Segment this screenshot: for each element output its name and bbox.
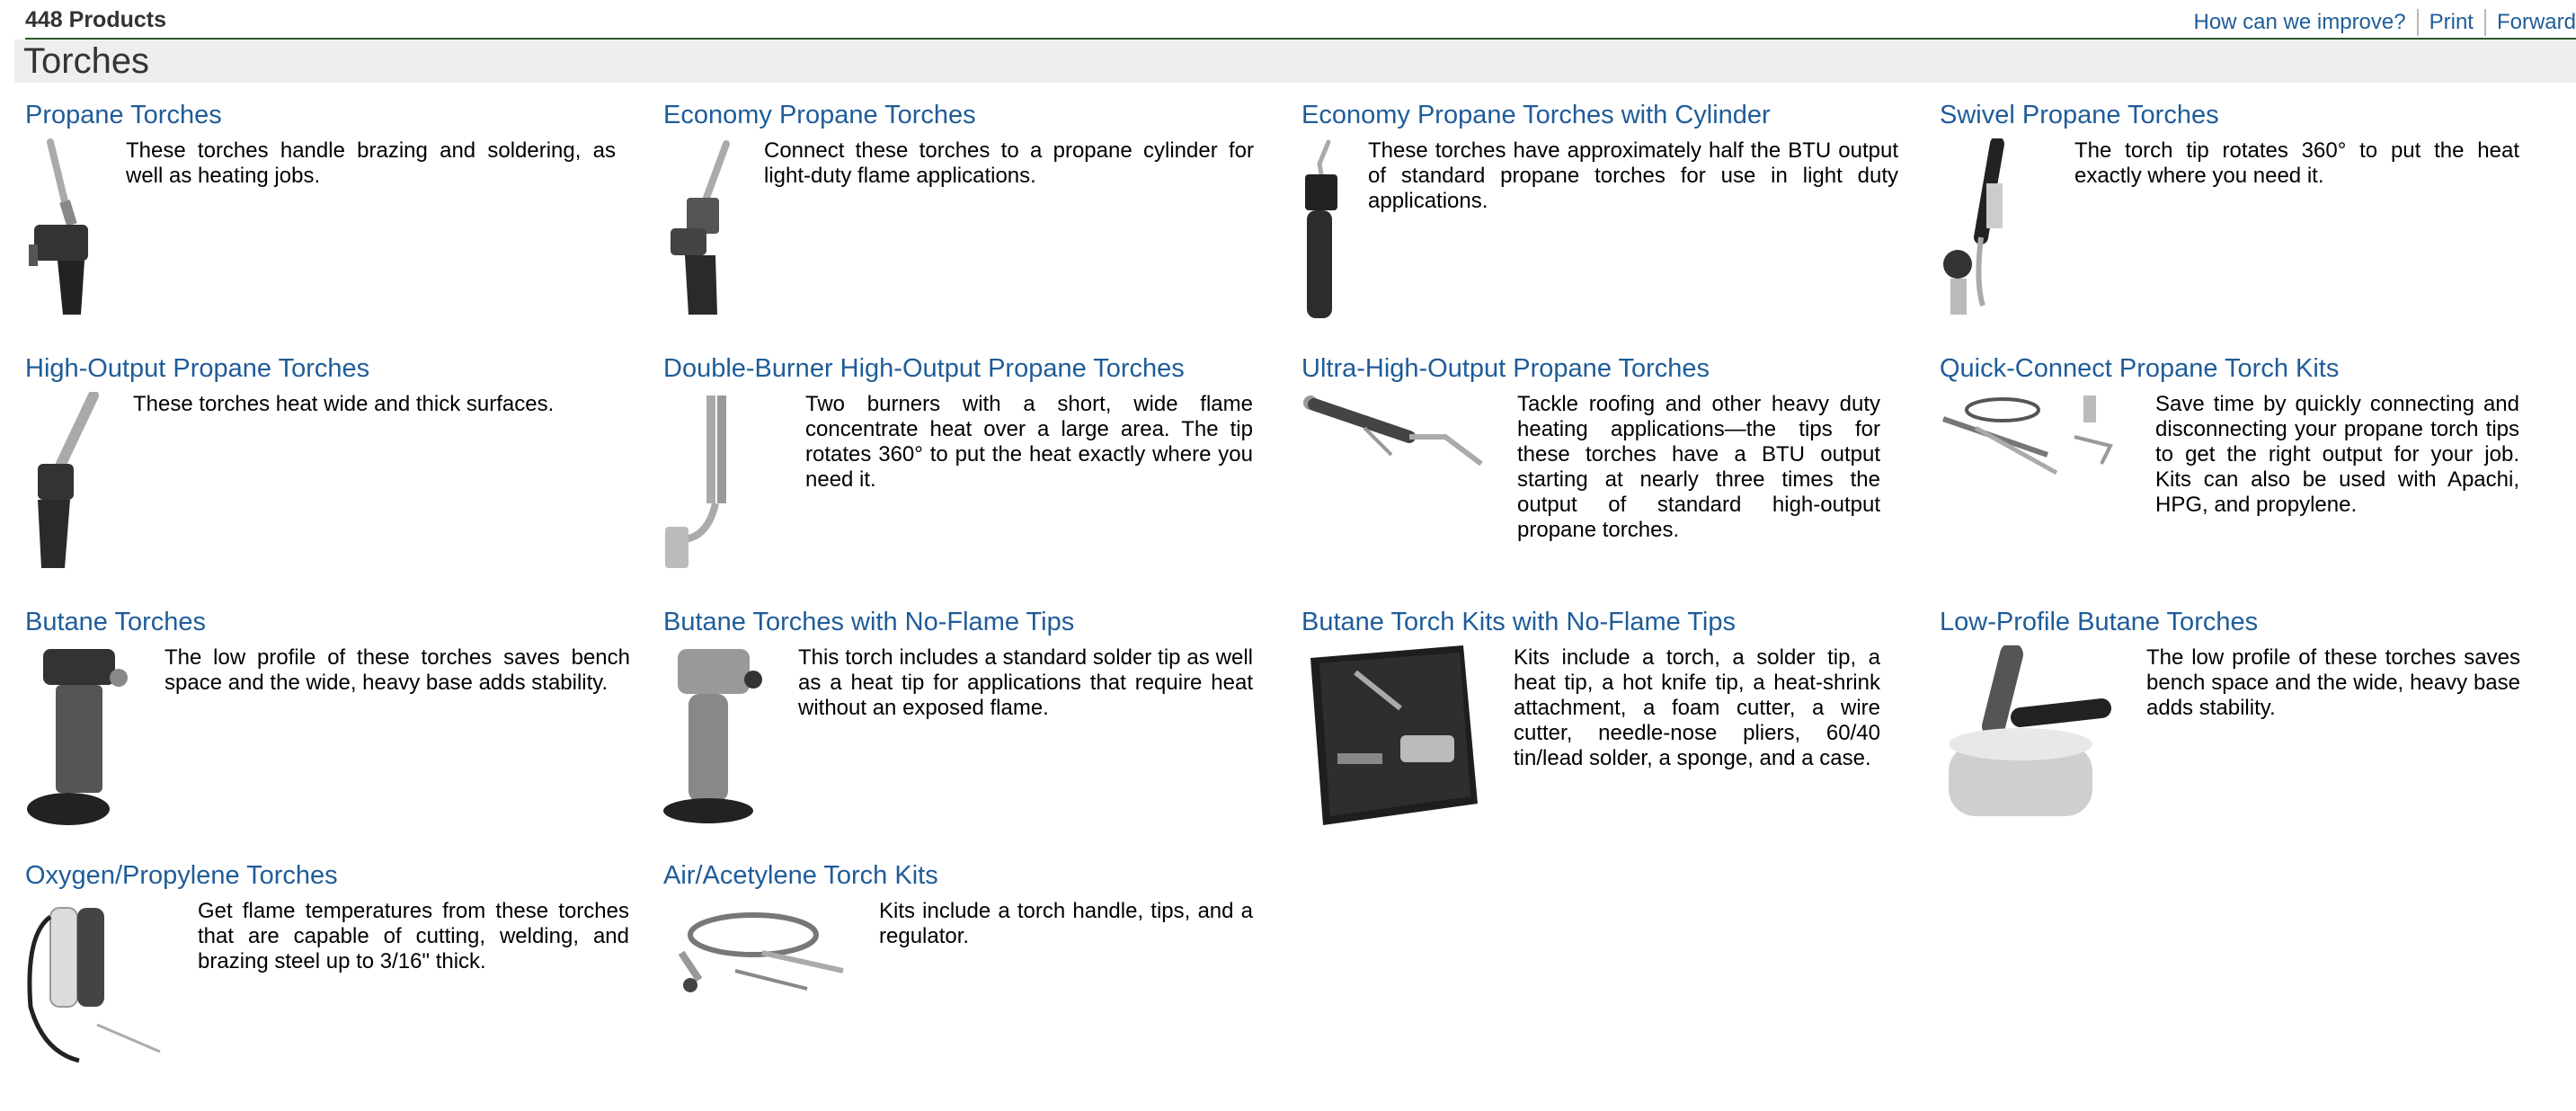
category-description: The torch tip rotates 360° to put the heat exactly where you need it. [2074,138,2519,189]
category-card [1301,97,1940,351]
category-description: Connect these torches to a propane cylinder for light-duty flame applications. [764,138,1254,189]
print-link[interactable]: Print [2417,9,2484,36]
category-title-link[interactable]: Economy Propane Torches [663,97,1301,133]
category-grid [25,97,2551,1111]
title-bar [14,40,2576,83]
category-title-link[interactable]: Ultra-High-Output Propane Torches [1301,351,1940,387]
category-description: Get flame temperatures from these torches that are capable of cutting, welding, and brazing steel up to 3/16" thick. [198,899,629,974]
category-title-link[interactable]: Quick-Connect Propane Torch Kits [1940,351,2576,387]
low-profile-butane-torch-icon[interactable] [1940,645,2119,825]
category-card [25,858,663,1111]
top-bar [25,0,2576,40]
category-description: The low profile of these torches saves bench space and the wide, heavy base adds stability. [2146,645,2520,721]
category-description: These torches handle brazing and soldering, as well as heating jobs. [126,138,616,189]
improve-link[interactable]: How can we improve? [2183,9,2417,36]
category-card [663,858,1301,1111]
category-title-link[interactable]: Economy Propane Torches with Cylinder [1301,97,1940,133]
category-title-link[interactable]: Propane Torches [25,97,663,133]
category-card [25,604,663,858]
category-description: Tackle roofing and other heavy duty heating applications—the tips for these torches have a BTU output starting at nearly three times the output of standard high-output propane torches. [1517,392,1880,543]
category-description: These torches have approximately half the BTU output of standard propane torches for use in light duty applications. [1368,138,1898,214]
category-title-link[interactable]: Oxygen/Propylene Torches [25,858,663,893]
economy-propane-torch-icon[interactable] [663,138,753,318]
category-title-link[interactable]: Low-Profile Butane Torches [1940,604,2576,640]
category-card [1940,97,2576,351]
category-card [663,604,1301,858]
forward-link[interactable]: Forward [2484,9,2576,36]
category-description: The low profile of these torches saves bench space and the wide, heavy base adds stability. [164,645,630,696]
category-title-link[interactable]: Butane Torches with No-Flame Tips [663,604,1301,640]
butane-kit-case-icon[interactable] [1301,645,1481,825]
butane-no-flame-torch-icon[interactable] [663,645,771,825]
category-card [1940,351,2576,604]
category-description: Two burners with a short, wide flame concentrate heat over a large area. The tip rotates 360° to put the heat exactly where you need it. [805,392,1253,493]
high-output-torch-icon[interactable] [25,392,115,572]
header-links [2183,9,2576,36]
category-title-link[interactable]: Double-Burner High-Output Propane Torches [663,351,1301,387]
category-description: Kits include a torch handle, tips, and a regulator. [879,899,1253,949]
propane-torch-icon[interactable] [25,138,115,318]
category-title-link[interactable]: Swivel Propane Torches [1940,97,2576,133]
double-burner-torch-icon[interactable] [663,392,753,572]
category-title-link[interactable]: Air/Acetylene Torch Kits [663,858,1301,893]
category-card [25,351,663,604]
product-count: 448 Products [25,7,166,33]
swivel-torch-icon[interactable] [1940,138,2030,318]
oxygen-propylene-torch-icon[interactable] [25,899,169,1079]
category-description: Save time by quickly connecting and disconnecting your propane torch tips to get the right output for your job. Kits can also be used with Apachi, HPG, and propylene. [2155,392,2519,518]
ultra-high-output-torch-icon[interactable] [1301,392,1490,572]
category-description: Kits include a torch, a solder tip, a heat tip, a hot knife tip, a heat-shrink attachment, a foam cutter, a wire cutter, needle-nose pliers, 60/40 tin/lead solder, a sponge, and a case. [1514,645,1880,771]
quick-connect-kit-icon[interactable] [1940,392,2128,572]
category-card [1301,604,1940,858]
category-card [25,97,663,351]
category-card [663,351,1301,604]
category-card [1940,604,2576,858]
butane-torch-icon[interactable] [25,645,133,825]
category-card [663,97,1301,351]
category-description: These torches heat wide and thick surfaces. [133,392,618,417]
category-title-link[interactable]: Butane Torches [25,604,663,640]
category-description: This torch includes a standard solder tip as well as a heat tip for applications that require heat without an exposed flame. [798,645,1253,721]
air-acetylene-kit-icon[interactable] [663,899,852,1079]
page-title: Torches [14,40,2576,83]
category-card [1301,351,1940,604]
category-title-link[interactable]: High-Output Propane Torches [25,351,663,387]
category-title-link[interactable]: Butane Torch Kits with No-Flame Tips [1301,604,1940,640]
